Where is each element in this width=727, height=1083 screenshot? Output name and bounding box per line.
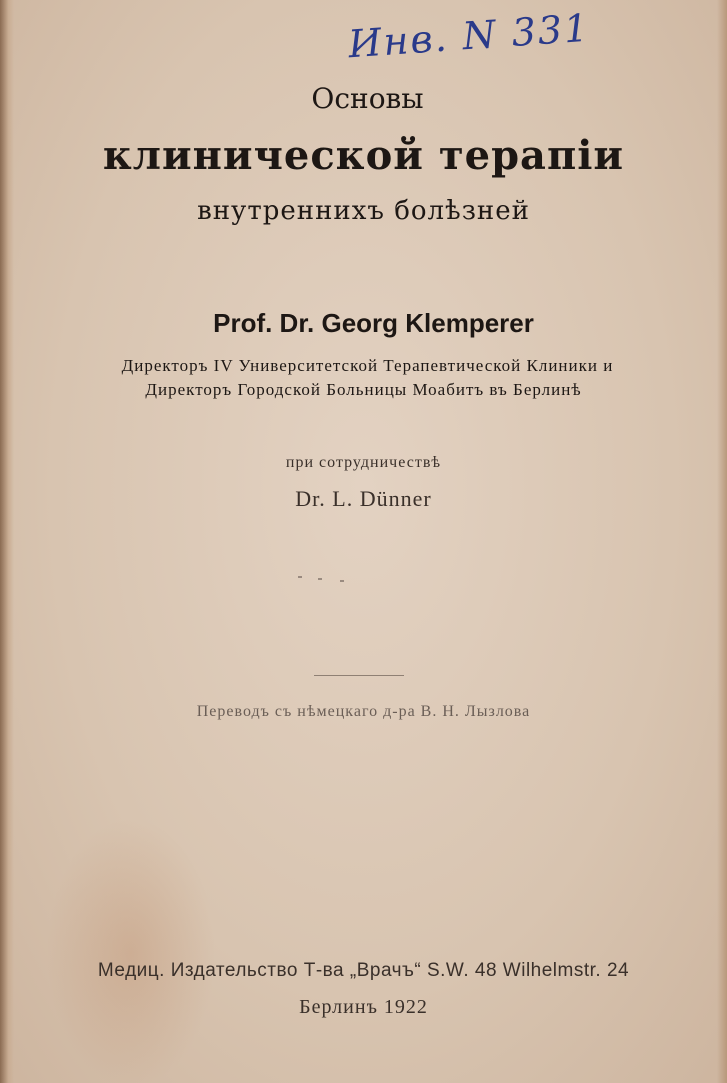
print-speck [298,576,302,578]
author-name: Prof. Dr. Georg Klemperer [213,308,534,338]
author-position-line-1: Директоръ IV Университетской Терапевтической Клиники и [121,356,614,375]
collaboration-label: при сотрудничествѣ [285,454,442,471]
title-line-1: Основы [311,82,424,115]
author-position-line-2: Директоръ Городской Больницы Моабитъ въ Берлинѣ [145,380,582,399]
title-line-2: клинической терапiи [102,132,625,179]
handwritten-inventory-number: Инв. N 331 [346,5,592,67]
translation-credit: Переводъ съ нѣмецкаго д-ра В. Н. Лызлова [196,703,531,720]
print-speck [340,580,344,582]
title-line-3: внутреннихъ болѣзней [197,196,530,226]
divider-rule [314,675,404,676]
publisher-imprint: Медиц. Издательство Т-ва „Врачъ“ S.W. 48 Wilhelmstr. 24 [97,960,630,981]
collaborator-name: Dr. L. Dünner [295,486,432,511]
city-year: Берлинъ 1922 [299,996,428,1018]
print-speck [318,578,322,580]
